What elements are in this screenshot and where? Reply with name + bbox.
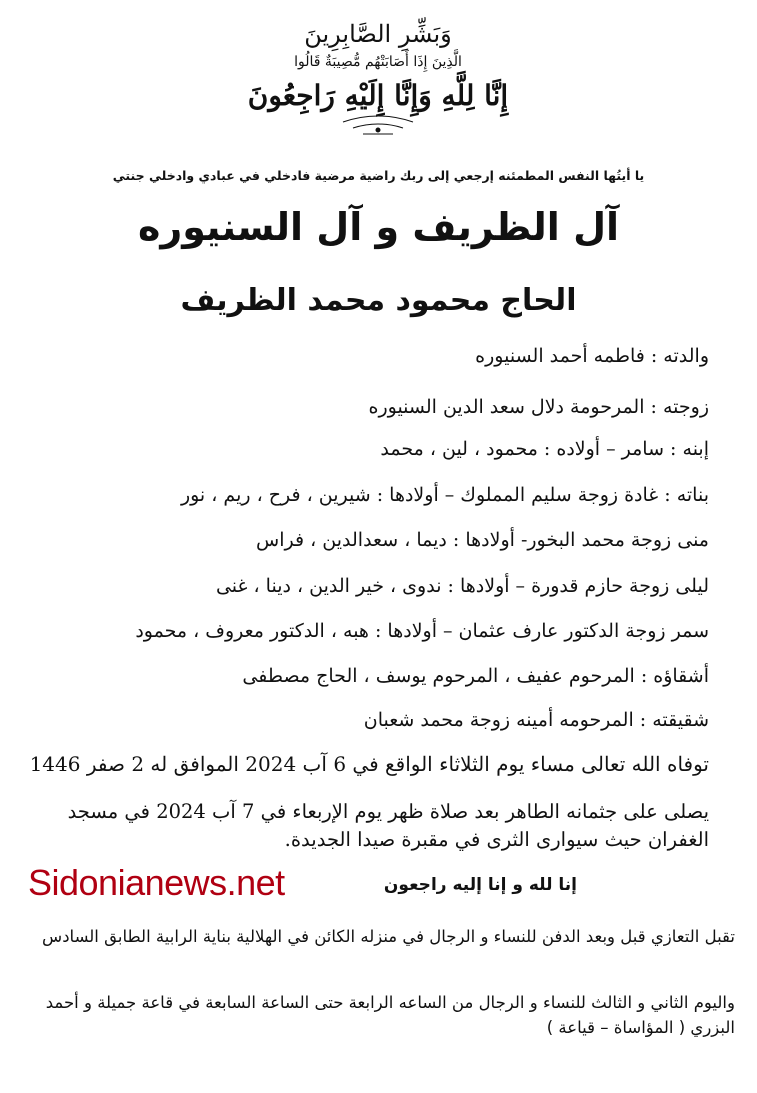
condolences-second: واليوم الثاني و الثالث للنساء و الرجال من الساعه الرابعة حتى الساعة السابعة في قاعة جميلة و أحمد البزري ( المؤاساة – قياعة ): [45, 993, 735, 1037]
calligraphy-line-2: الَّذِينَ إِذَا أَصَابَتْهُم مُّصِيبَةٌ قَالُوا: [294, 54, 462, 70]
families-title: آل الظريف و آل السنيوره: [137, 205, 620, 249]
family-line-wife: زوجته : المرحومة دلال سعد الدين السنيوره: [368, 396, 709, 418]
funeral-notice: يصلى على جثمانه الطاهر بعد صلاة ظهر يوم الإربعاء في 7 آب 2024 في مسجد الغفران حيث سيوارى الثرى في مقبرة صيدا الجديدة.: [67, 800, 709, 851]
family-line-daughters: بناته : غادة زوجة سليم المملوك – أولادها : شيرين ، فرح ، ريم ، نور: [180, 484, 709, 506]
family-line-son: إبنه : سامر – أولاده : محمود ، لين ، محمد: [380, 438, 709, 460]
family-line-daughter-laila: ليلى زوجة حازم قدورة – أولادها : ندوى ، خير الدين ، دينا ، غنى: [215, 575, 709, 597]
calligraphy-line-1: وَبَشِّرِ الصَّابِرِينَ: [304, 20, 452, 48]
quran-verse: يا أيتُها النفس المطمئنه إرجعي إلى ربك راضية مرضية فادخلي في عبادي وادخلي جنتي: [112, 168, 645, 183]
calligraphy-line-3: إِنَّا لِلَّهِ وَإِنَّا إِلَيْهِ رَاجِعُونَ: [247, 79, 509, 112]
family-line-daughter-mona: منى زوجة محمد البخور- أولادها : ديما ، سعدالدين ، فراس: [256, 529, 709, 551]
quran-calligraphy-header: [228, 10, 528, 140]
site-watermark: Sidonianews.net: [28, 862, 285, 903]
family-line-brothers: أشقاؤه : المرحوم عفيف ، المرحوم يوسف ، الحاج مصطفى: [242, 665, 709, 687]
deceased-name: الحاج محمود محمد الظريف: [180, 283, 577, 318]
family-line-mother: والدته : فاطمه أحمد السنيوره: [475, 345, 709, 367]
condolences-first: تقبل التعازي قبل وبعد الدفن للنساء و الرجال في منزله الكائن في الهلالية بناية الرابية الطابق السادس: [42, 927, 735, 946]
family-line-sister: شقيقته : المرحومه أمينه زوجة محمد شعبان: [363, 709, 709, 731]
family-line-daughter-samar: سمر زوجة الدكتور عارف عثمان – أولادها : هبه ، الدكتور معروف ، محمود: [135, 620, 709, 642]
inna-lillah-phrase: إنا لله و إنا إليه راجعون: [383, 875, 577, 895]
death-notice: توفاه الله تعالى مساء يوم الثلاثاء الواقع في 6 آب 2024 الموافق له 2 صفر 1446: [29, 752, 709, 776]
ornament-flourish: [343, 116, 413, 134]
